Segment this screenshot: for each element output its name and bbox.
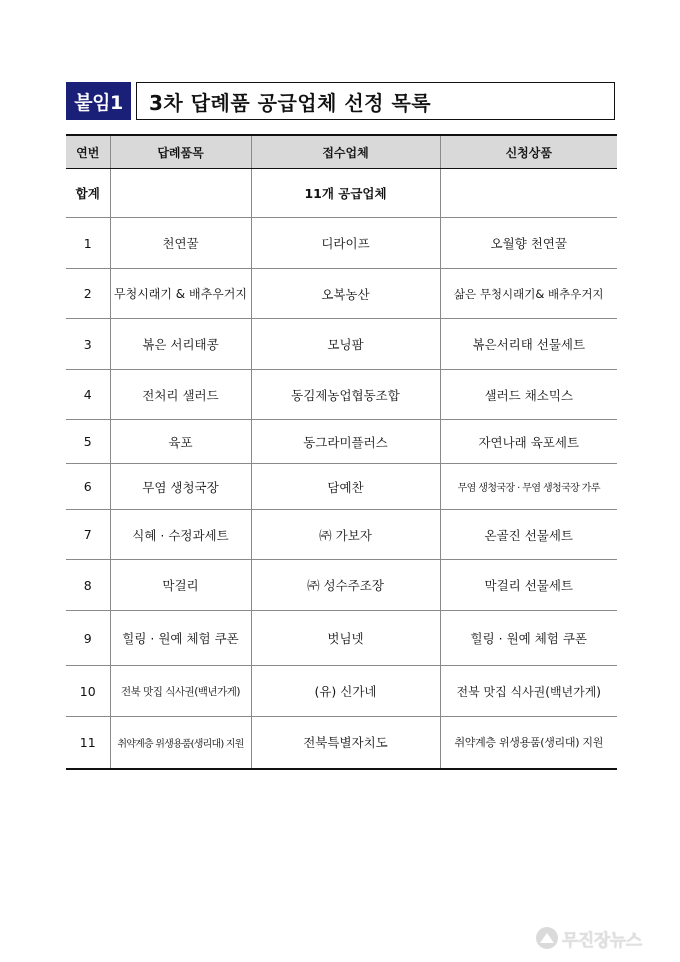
total-label: 합계 — [66, 169, 110, 218]
header-number: 연번 — [66, 135, 110, 169]
row-item: 힐링 · 원예 체험 쿠폰 — [110, 611, 251, 666]
row-number: 7 — [66, 510, 110, 560]
row-product: 취약계층 위생용품(생리대) 지원 — [440, 717, 617, 769]
row-supplier: (유) 신가네 — [251, 666, 440, 717]
row-item: 볶은 서리태콩 — [110, 319, 251, 370]
row-item: 무청시래기 & 배추우거지 — [110, 269, 251, 319]
table-row — [66, 666, 617, 717]
table-row — [66, 717, 617, 769]
table-row — [66, 370, 617, 420]
row-supplier: 벗님넷 — [251, 611, 440, 666]
row-product: 힐링 · 원예 체험 쿠폰 — [440, 611, 617, 666]
row-item: 무염 생청국장 — [110, 464, 251, 510]
attachment-tag: 붙임1 — [66, 82, 131, 120]
total-item — [110, 169, 251, 218]
table-row — [66, 510, 617, 560]
row-item: 육포 — [110, 420, 251, 464]
row-number: 9 — [66, 611, 110, 666]
row-number: 10 — [66, 666, 110, 717]
total-supplier: 11개 공급업체 — [251, 169, 440, 218]
row-item: 식혜 · 수정과세트 — [110, 510, 251, 560]
row-item: 천연꿀 — [110, 218, 251, 269]
document-heading — [66, 82, 617, 120]
row-supplier: 전북특별자치도 — [251, 717, 440, 769]
table-row — [66, 269, 617, 319]
table-row — [66, 560, 617, 611]
row-number: 2 — [66, 269, 110, 319]
row-number: 8 — [66, 560, 110, 611]
row-supplier: 오복농산 — [251, 269, 440, 319]
table-row — [66, 420, 617, 464]
row-supplier: 담예찬 — [251, 464, 440, 510]
row-product: 자연나래 육포세트 — [440, 420, 617, 464]
row-number: 3 — [66, 319, 110, 370]
table-row — [66, 218, 617, 269]
document-title: 3차 답례품 공급업체 선정 목록 — [136, 82, 615, 120]
table-row — [66, 319, 617, 370]
supplier-table — [66, 134, 617, 770]
row-supplier: 동김제농업협동조합 — [251, 370, 440, 420]
watermark-text: 무진장뉴스 — [562, 930, 642, 951]
header-supplier: 접수업체 — [251, 135, 440, 169]
row-product: 오월향 천연꿀 — [440, 218, 617, 269]
row-supplier: 모닝팜 — [251, 319, 440, 370]
table-row — [66, 611, 617, 666]
row-product: 샐러드 채소믹스 — [440, 370, 617, 420]
row-item: 취약계층 위생용품(생리대) 지원 — [110, 717, 251, 769]
row-number: 5 — [66, 420, 110, 464]
row-number: 1 — [66, 218, 110, 269]
table-row — [66, 464, 617, 510]
header-product: 신청상품 — [440, 135, 617, 169]
total-row — [66, 169, 617, 218]
row-item: 전처리 샐러드 — [110, 370, 251, 420]
row-product: 온골진 선물세트 — [440, 510, 617, 560]
row-product: 막걸리 선물세트 — [440, 560, 617, 611]
row-number: 4 — [66, 370, 110, 420]
row-product: 볶은서리태 선물세트 — [440, 319, 617, 370]
row-number: 11 — [66, 717, 110, 769]
total-product — [440, 169, 617, 218]
row-item: 전북 맛집 식사권(백년가게) — [110, 666, 251, 717]
row-number: 6 — [66, 464, 110, 510]
row-item: 막걸리 — [110, 560, 251, 611]
row-supplier: 디라이프 — [251, 218, 440, 269]
row-supplier: ㈜ 가보자 — [251, 510, 440, 560]
table-header-row — [66, 135, 617, 169]
row-supplier: ㈜ 성수주조장 — [251, 560, 440, 611]
header-item: 답례품목 — [110, 135, 251, 169]
row-product: 삶은 무청시래기& 배추우거지 — [440, 269, 617, 319]
row-supplier: 동그라미플러스 — [251, 420, 440, 464]
row-product: 무염 생청국장 · 무염 생청국장 가루 — [440, 464, 617, 510]
publisher-watermark — [536, 922, 676, 954]
row-product: 전북 맛집 식사권(백년가게) — [440, 666, 617, 717]
mountain-logo-icon — [536, 927, 558, 949]
